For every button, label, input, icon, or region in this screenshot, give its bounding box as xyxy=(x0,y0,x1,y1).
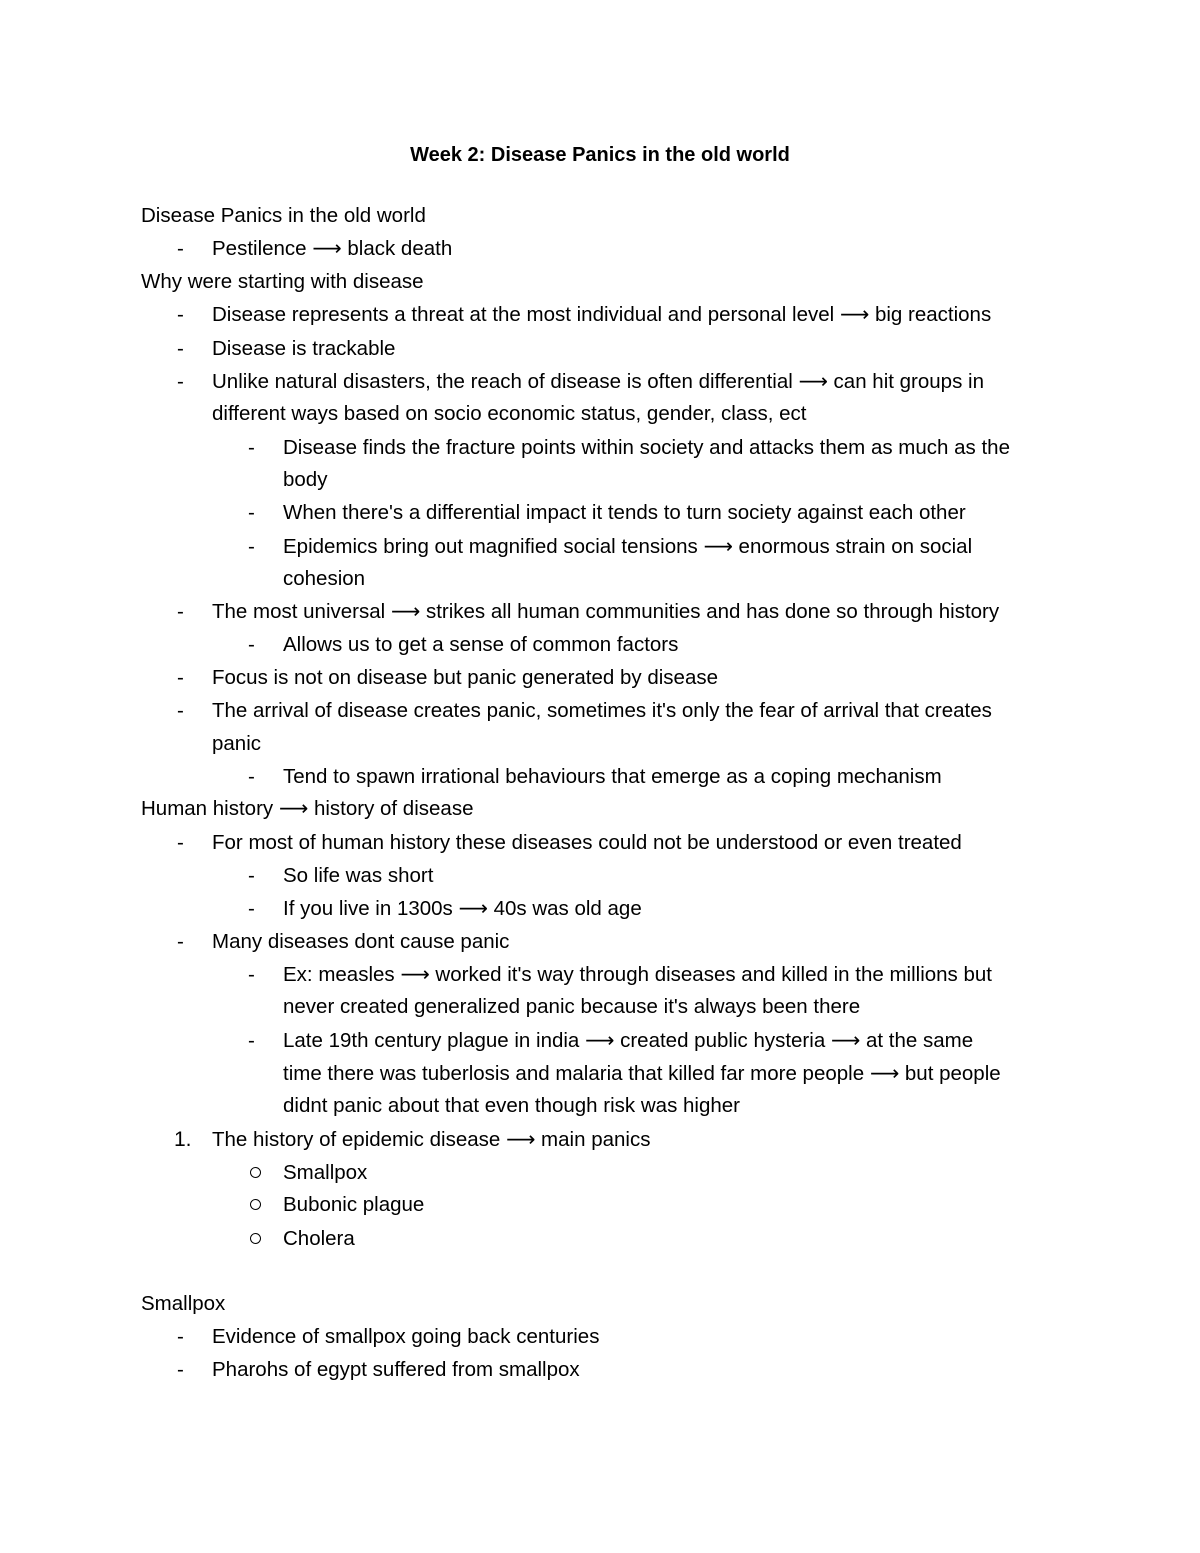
sub-bullet-continuation: body xyxy=(283,468,328,491)
circle-bullet-text: Cholera xyxy=(283,1227,355,1250)
sub-bullet-text: Allows us to get a sense of common factors xyxy=(283,633,679,656)
dash-bullet: - xyxy=(177,666,184,689)
circle-bullet-text: Bubonic plague xyxy=(283,1193,425,1216)
dash-bullet: - xyxy=(177,337,184,360)
dash-bullet: - xyxy=(248,897,255,920)
dash-bullet: - xyxy=(248,436,255,459)
bullet-text: Evidence of smallpox going back centuries xyxy=(212,1325,600,1348)
dash-bullet: - xyxy=(248,501,255,524)
sub-bullet-continuation: never created generalized panic because it's always been there xyxy=(283,995,861,1018)
dash-bullet: - xyxy=(177,1358,184,1381)
dash-bullet: - xyxy=(177,303,184,326)
circle-bullet-icon xyxy=(250,1199,261,1210)
bullet-text: The most universal ⟶ strikes all human communities and has done so through history xyxy=(212,600,1000,623)
bullet-text: The arrival of disease creates panic, sometimes it's only the fear of arrival that creates xyxy=(212,699,992,722)
bullet-text: Pestilence ⟶ black death xyxy=(212,237,453,260)
dash-bullet: - xyxy=(248,535,255,558)
list-number: 1. xyxy=(174,1128,192,1151)
circle-bullet-text: Smallpox xyxy=(283,1161,368,1184)
dash-bullet: - xyxy=(248,1029,255,1052)
sub-bullet-text: Late 19th century plague in india ⟶ created public hysteria ⟶ at the same xyxy=(283,1029,974,1052)
sub-bullet-continuation: cohesion xyxy=(283,567,366,590)
dash-bullet: - xyxy=(177,600,184,623)
dash-bullet: - xyxy=(177,370,184,393)
dash-bullet: - xyxy=(177,831,184,854)
dash-bullet: - xyxy=(248,864,255,887)
section-heading-smallpox: Smallpox xyxy=(141,1292,226,1315)
sub-bullet-text: Disease finds the fracture points within society and attacks them as much as the xyxy=(283,436,1010,459)
document-title: Week 2: Disease Panics in the old world xyxy=(410,144,790,166)
dash-bullet: - xyxy=(177,237,184,260)
sub-bullet-text: Tend to spawn irrational behaviours that emerge as a coping mechanism xyxy=(283,765,942,788)
sub-bullet-text: Epidemics bring out magnified social tensions ⟶ enormous strain on social xyxy=(283,535,973,558)
section-heading-human-history: Human history ⟶ history of disease xyxy=(141,797,474,820)
bullet-text: Pharohs of egypt suffered from smallpox xyxy=(212,1358,580,1381)
sub-bullet-text: If you live in 1300s ⟶ 40s was old age xyxy=(283,897,642,920)
dash-bullet: - xyxy=(248,963,255,986)
bullet-text: Disease is trackable xyxy=(212,337,396,360)
section-heading-why: Why were starting with disease xyxy=(141,270,424,293)
bullet-continuation: panic xyxy=(212,732,262,755)
bullet-text: Many diseases dont cause panic xyxy=(212,930,510,953)
section-heading-old-world: Disease Panics in the old world xyxy=(141,204,426,227)
bullet-continuation: different ways based on socio economic status, gender, class, ect xyxy=(212,402,807,425)
sub-bullet-text: When there's a differential impact it tends to turn society against each other xyxy=(283,501,966,524)
bullet-text: Disease represents a threat at the most individual and personal level ⟶ big reactions xyxy=(212,303,992,326)
sub-bullet-continuation: didnt panic about that even though risk was higher xyxy=(283,1094,740,1117)
dash-bullet: - xyxy=(177,1325,184,1348)
sub-bullet-continuation: time there was tuberlosis and malaria that killed far more people ⟶ but people xyxy=(283,1062,1001,1085)
circle-bullet-icon xyxy=(250,1167,261,1178)
bullet-text: Unlike natural disasters, the reach of disease is often differential ⟶ can hit groups in xyxy=(212,370,984,393)
bullet-text: Focus is not on disease but panic generated by disease xyxy=(212,666,718,689)
bullet-text: For most of human history these diseases could not be understood or even treated xyxy=(212,831,962,854)
sub-bullet-text: Ex: measles ⟶ worked it's way through diseases and killed in the millions but xyxy=(283,963,992,986)
dash-bullet: - xyxy=(248,633,255,656)
dash-bullet: - xyxy=(248,765,255,788)
numbered-item-text: The history of epidemic disease ⟶ main panics xyxy=(212,1128,651,1151)
circle-bullet-icon xyxy=(250,1233,261,1244)
sub-bullet-text: So life was short xyxy=(283,864,434,887)
dash-bullet: - xyxy=(177,699,184,722)
dash-bullet: - xyxy=(177,930,184,953)
